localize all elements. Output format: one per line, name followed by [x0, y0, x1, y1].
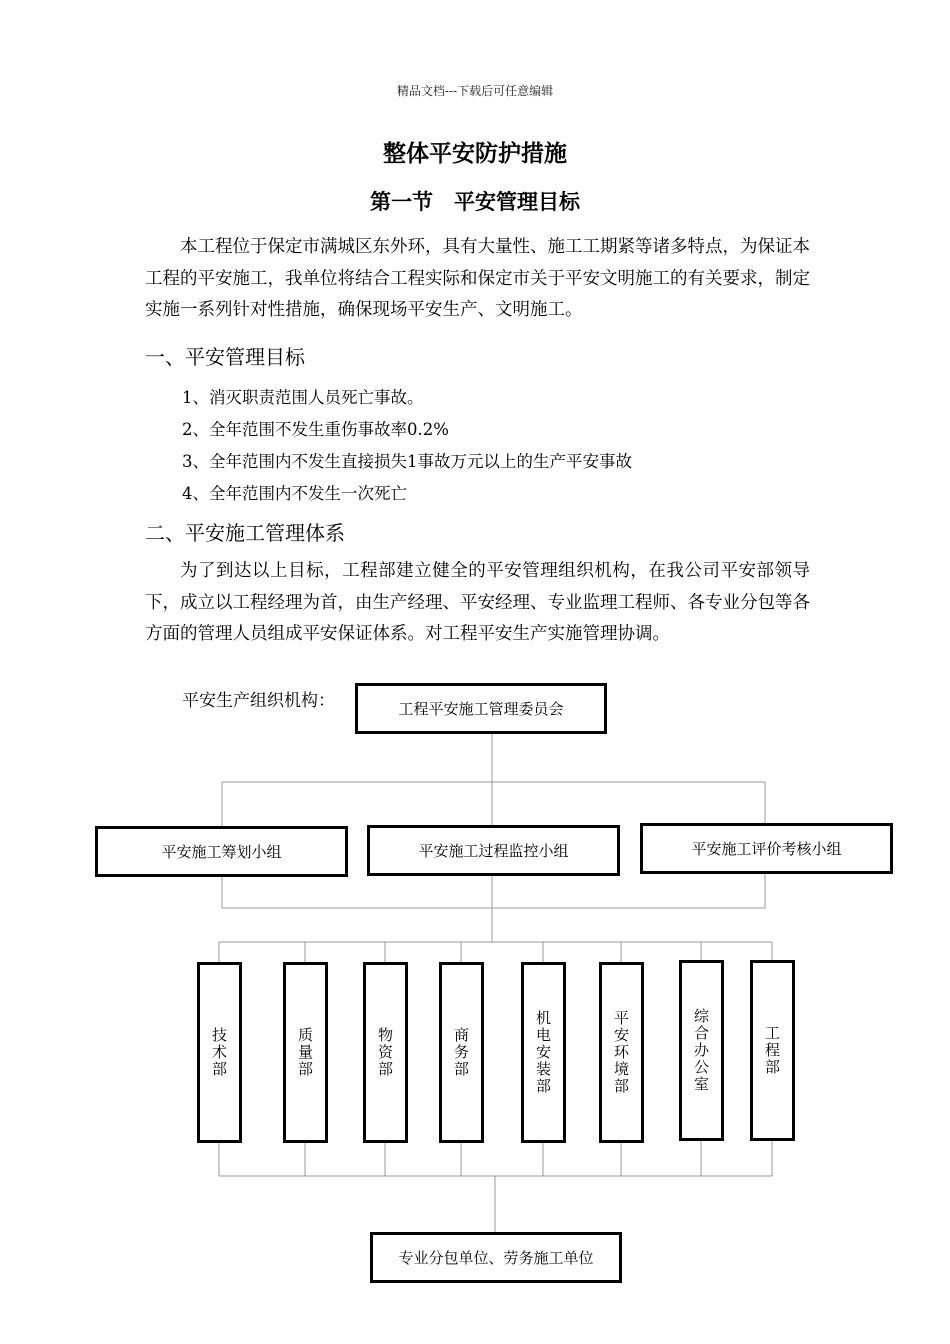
- goal-item: 2、全年范围不发生重伤事故率0.2%: [182, 420, 449, 439]
- org-chart-label: 平安生产组织机构：: [182, 691, 335, 711]
- goal-item: 1、消灭职责范围人员死亡事故。: [182, 388, 424, 407]
- org-group-label: 平安施工评价考核小组: [691, 840, 842, 858]
- section-title: 第一节 平安管理目标: [370, 189, 580, 214]
- org-group-monitoring: [367, 825, 620, 876]
- org-bottom-label: 专业分包单位、劳务施工单位: [398, 1249, 594, 1267]
- org-top-committee: [355, 683, 607, 734]
- org-group-label: 平安施工筹划小组: [161, 843, 282, 861]
- intro-text: 本工程位于保定市满城区东外环，具有大量性、施工工期紧等诸多特点，为保证本工程的平安施工，我单位将结合工程实际和保定市关于平安文明施工的有关要求，制定实施一系列针对性措施，确保现场平安生产、文明施工。: [145, 237, 810, 320]
- org-dept-engineering: [750, 960, 795, 1141]
- org-group-label: 平安施工过程监控小组: [418, 842, 569, 860]
- heading-safety-goals: 一、平安管理目标: [145, 345, 305, 369]
- goal-item: 4、全年范围内不发生一次死亡: [182, 484, 407, 503]
- org-dept-safety-env: [599, 962, 644, 1143]
- org-dept-label: 技术部: [210, 1027, 228, 1078]
- org-group-planning: [95, 826, 348, 877]
- org-dept-label: 工程部: [763, 1025, 781, 1076]
- org-dept-label: 商务部: [452, 1027, 470, 1078]
- org-dept-quality: [283, 962, 328, 1143]
- org-dept-label: 平安环境部: [612, 1010, 630, 1095]
- org-dept-mep: [521, 962, 566, 1143]
- system-text: 为了到达以上目标，工程部建立健全的平安管理组织机构，在我公司平安部领导下，成立以工程经理为首，由生产经理、平安经理、专业监理工程师、各专业分包等各方面的管理人员组成平安保证体系。对工程平安生产实施管理协调。: [145, 561, 810, 644]
- org-dept-technical: [197, 962, 242, 1143]
- org-dept-label: 综合办公室: [692, 1008, 710, 1093]
- org-dept-materials: [363, 962, 408, 1143]
- document-title: 整体平安防护措施: [383, 140, 567, 167]
- org-dept-label: 物资部: [376, 1027, 394, 1078]
- org-bottom-subcontractors: [370, 1232, 622, 1283]
- org-dept-label: 机电安装部: [534, 1010, 552, 1095]
- org-top-label: 工程平安施工管理委员会: [398, 700, 564, 718]
- page-header: 精品文档---下载后可任意编辑: [396, 84, 554, 98]
- org-group-evaluation: [640, 823, 893, 874]
- org-dept-general-office: [679, 960, 724, 1141]
- org-dept-label: 质量部: [296, 1027, 314, 1078]
- heading-management-system: 二、平安施工管理体系: [145, 521, 345, 545]
- org-dept-commerce: [439, 962, 484, 1143]
- goal-item: 3、全年范围内不发生直接损失1事故万元以上的生产平安事故: [182, 452, 632, 471]
